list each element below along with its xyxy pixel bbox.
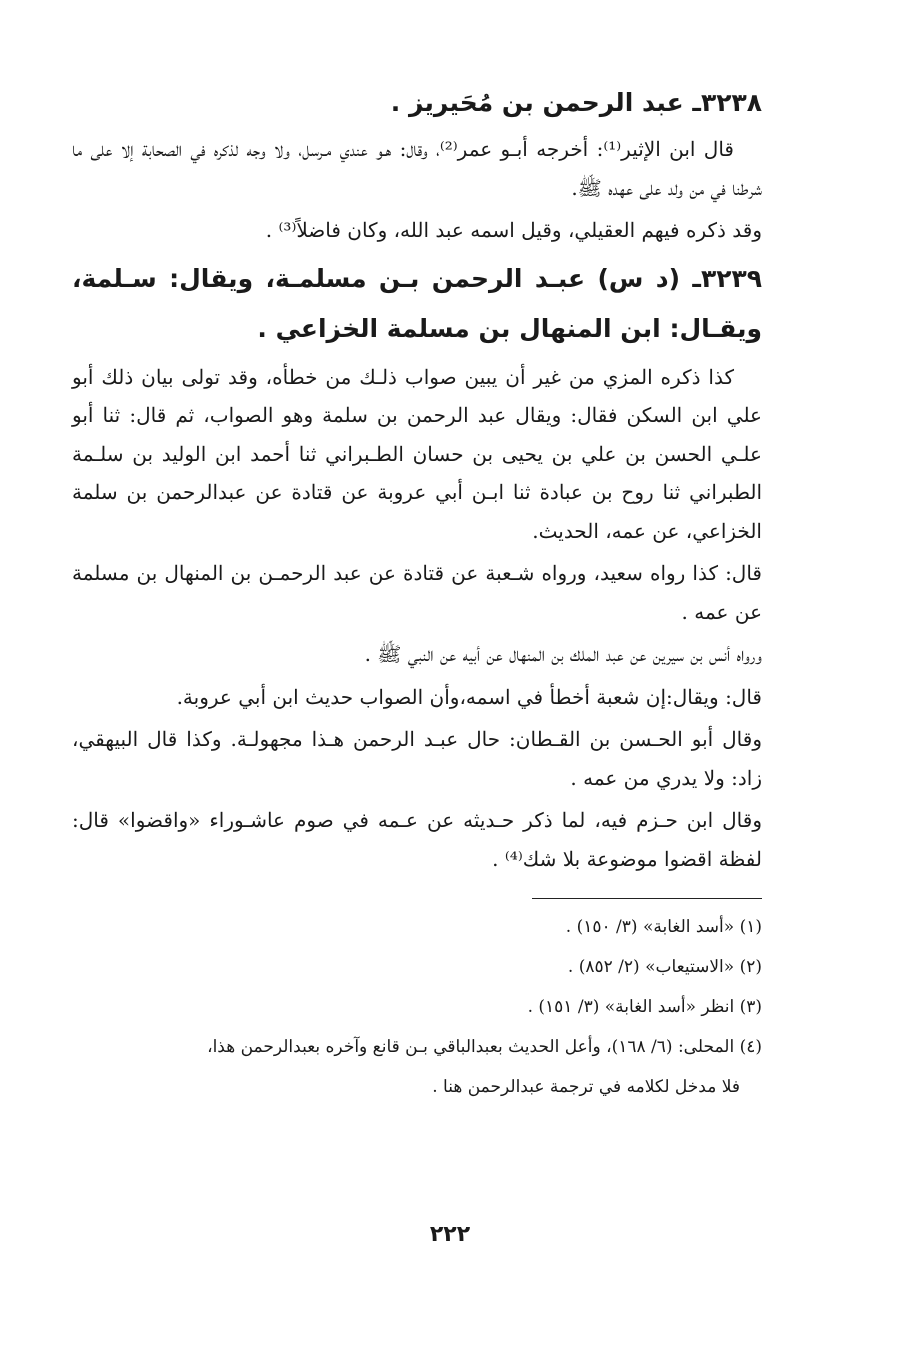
footnotes (72, 907, 762, 1107)
entry-title: ٣٢٣٩ـ (د س) عبـد الرحمن بـن مسلمـة، ويقال: سـلمة، ويقـال: ابن المنهال بن مسلمة الخزاعي . (72, 263, 762, 343)
footnote-continuation: فلا مدخل لكلامه في ترجمة عبدالرحمن هنا . (432, 1077, 740, 1097)
footnote: (٢) «الاستيعاب» (٢/ ٨٥٢) . (567, 957, 762, 977)
page-number: ٢٢٢ (429, 1222, 471, 1247)
entry-title: ٣٢٣٨ـ عبد الرحمن بن مُحَيريز . (390, 88, 762, 117)
entry-paragraph: قال: ويقال:إن شعبة أخطأ في اسمه،وأن الصواب حديث ابن أبي عروبة. (176, 684, 762, 709)
entry-paragraph: وقال ابن حـزم فيه، لما ذكر حـديثه عن عـمه في صوم عاشـوراء «واقضوا» قال: لفظة اقضوا موضوعة بلا شك⁽⁴⁾ . (72, 808, 762, 871)
entry-3238 (72, 78, 762, 250)
entry-paragraph: كذا ذكره المزي من غير أن يبين صواب ذلـك من خطأه، وقد تولى بيان ذلك أبو علي ابن السكن فقال: ويقال عبد الرحمن بن سلمة وهو الصواب، ثم قال: ثنا أبو علـي الحسن بن علي بن يحيى بن حسان الطـبراني ثنا أحمد ابن الوليد بن سلـمة الطبراني ثنا روح بن عبادة ثنا ابـن أبي عروبة عن قتادة عن عبدالرحمن بن سلمة الخزاعي، عن عمه، الحديث. (72, 364, 763, 543)
entry-paragraph: وقال أبو الحـسن بن القـطان: حال عبـد الرحمن هـذا مجهولـة. وكذا قال البيهقي، زاد: ولا يدري من عمه . (72, 727, 762, 790)
entry-paragraph: قال: كذا رواه سعيد، ورواه شـعبة عن قتادة عن عبد الرحمـن بن المنهال بن مسلمة عن عمه . (72, 561, 762, 624)
footnote: (١) «أسد الغابة» (٣/ ١٥٠) . (565, 917, 762, 937)
footnote-separator (532, 898, 762, 899)
entry-3239 (72, 254, 762, 879)
page-body (72, 78, 762, 1107)
entry-paragraph: وقد ذكره فيهم العقيلي، وقيل اسمه عبد الله، وكان فاضلاً⁽³⁾ . (265, 218, 762, 242)
footnote: (٣) انظر «أسد الغابة» (٣/ ١٥١) . (527, 997, 762, 1017)
entry-paragraph: ورواه أنس بن سيرين عن عبد الملك بن المنهال عن أبيه عن النبي ﷺ . (364, 642, 762, 666)
footnote: (٤) المحلى: (٦/ ١٦٨)، وأعل الحديث بعبدالباقي بـن قانع وآخره بعبدالرحمن هذا، (207, 1037, 762, 1057)
entry-paragraph: قال ابن الإثير⁽¹⁾: أخرجه أبـو عمر⁽²⁾، وقال: هـو عندي مـرسل، ولا وجه لذكره في الصحابة إلا على ما شرطنا في من ولد على عهده ﷺ. (72, 137, 762, 200)
